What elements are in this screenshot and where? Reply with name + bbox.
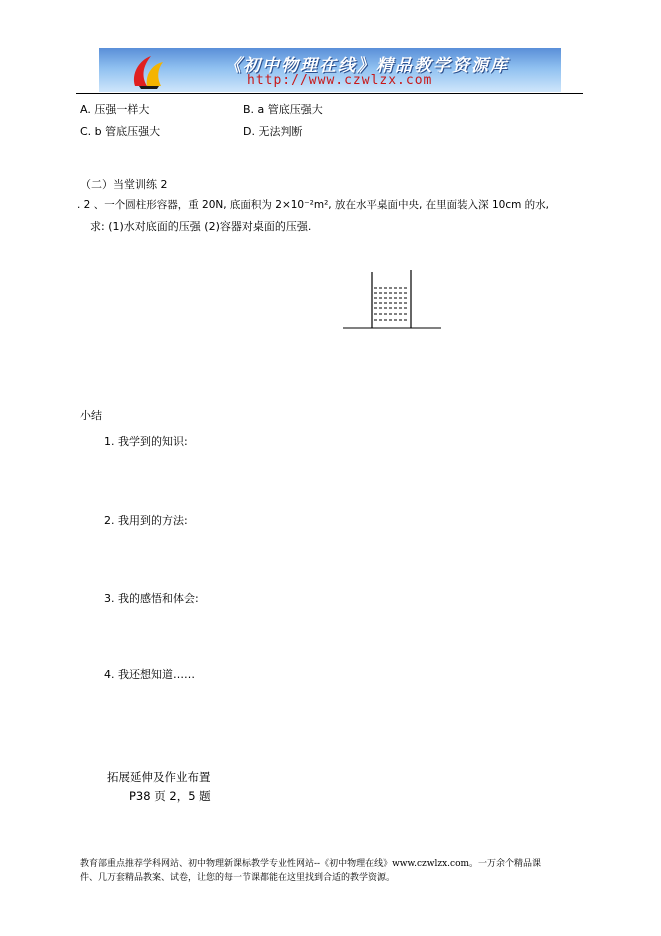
- summary-item-knowledge: 1. 我学到的知识:: [104, 435, 188, 448]
- option-d: D. 无法判断: [243, 125, 303, 138]
- header-rule: [76, 93, 583, 94]
- homework-heading: 拓展延伸及作业布置: [107, 770, 211, 784]
- summary-heading: 小结: [80, 409, 102, 422]
- cylinder-container-diagram: [340, 268, 444, 332]
- footer-line-2: 件、几万套精品教案、试卷，让您的每一节课都能在这里找到合适的教学资源。: [80, 873, 396, 883]
- summary-item-questions: 4. 我还想知道……: [104, 668, 195, 681]
- site-logo-icon: [129, 52, 169, 90]
- summary-item-reflections: 3. 我的感悟和体会:: [104, 592, 199, 605]
- option-c: C. b 管底压强大: [80, 125, 161, 138]
- site-title: 《初中物理在线》精品教学资源库: [224, 56, 509, 76]
- summary-item-methods: 2. 我用到的方法:: [104, 514, 188, 527]
- footer-line-1: 教育部重点推荐学科网站、初中物理新课标教学专业性网站--《初中物理在线》www.czwlzx.com。一万余个精品课: [80, 859, 542, 869]
- question-2-line2: 求: (1)水对底面的压强 (2)容器对桌面的压强.: [90, 220, 312, 233]
- question-2-line1: . 2 、一个圆柱形容器，重 20N, 底面积为 2×10⁻²m², 放在水平桌面中央, 在里面装入深 10cm 的水,: [77, 199, 550, 211]
- training-heading: （二）当堂训练 2: [80, 178, 168, 191]
- option-a: A. 压强一样大: [80, 103, 150, 116]
- site-url: http://www.czwlzx.com: [247, 73, 433, 88]
- homework-detail: P38 页 2，5 题: [129, 789, 211, 803]
- site-banner: [99, 48, 561, 92]
- option-b: B. a 管底压强大: [243, 103, 323, 116]
